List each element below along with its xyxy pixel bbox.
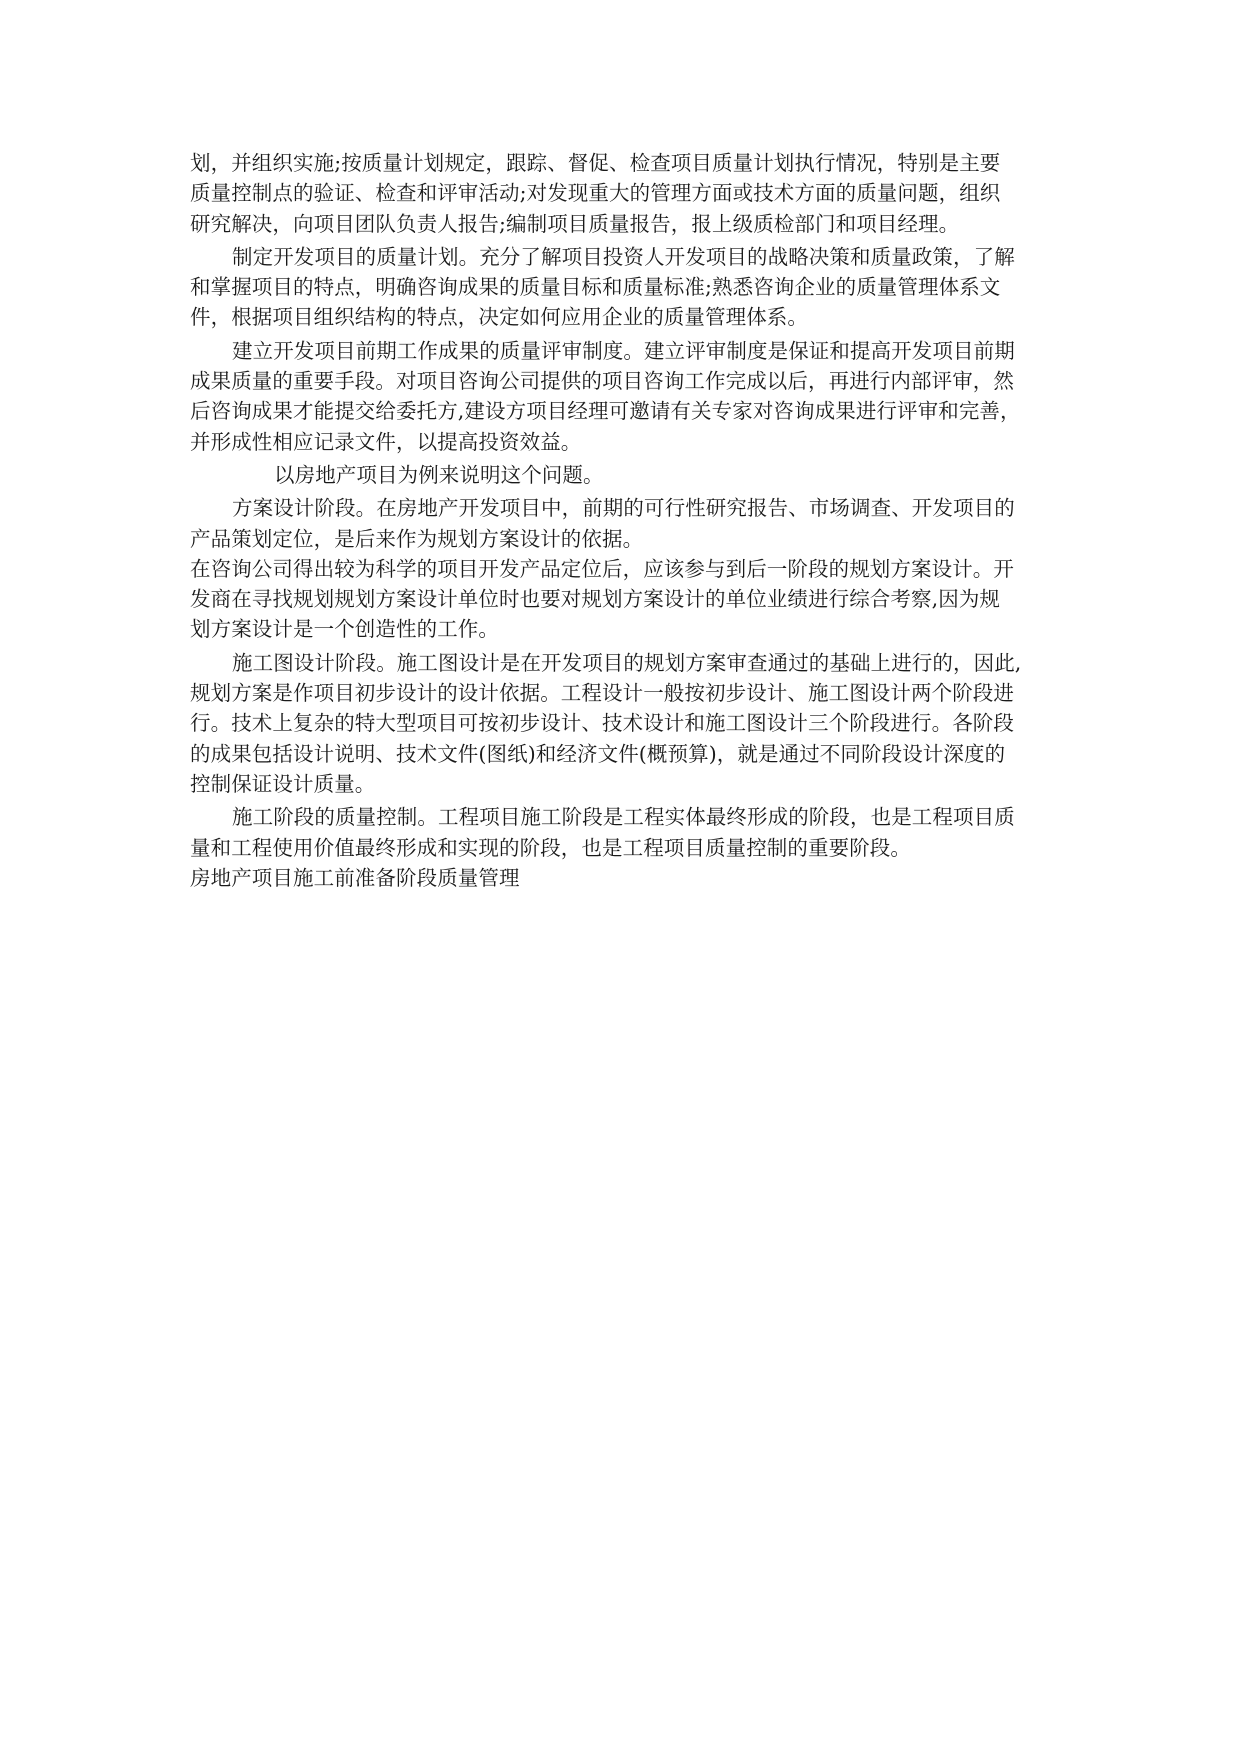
text-line: 划，并组织实施;按质量计划规定，跟踪、督促、检查项目质量计划执行情况，特别是主要 xyxy=(190,151,1001,175)
text-line: 的成果包括设计说明、技术文件(图纸)和经济文件(概预算)，就是通过不同阶段设计深度的 xyxy=(190,741,1006,766)
paragraph-construction-drawing xyxy=(190,648,1082,799)
text-line: 后咨询成果才能提交给委托方,建设方项目经理可邀请有关专家对咨询成果进行评审和完善， xyxy=(190,399,1021,424)
text-line: 方案设计阶段。在房地产开发项目中，前期的可行性研究报告、市场调查、开发项目的 xyxy=(232,496,1015,521)
paragraph-construction-quality xyxy=(190,802,1082,863)
text-line: 研究解决，向项目团队负责人报告;编制项目质量报告，报上级质检部门和项目经理。 xyxy=(190,211,960,236)
text-line: 成果质量的重要手段。对项目咨询公司提供的项目咨询工作完成以后，再进行内部评审，然 xyxy=(190,369,1014,394)
document-body xyxy=(190,148,1082,893)
text-line: 和掌握项目的特点，明确咨询成果的质量目标和质量标准;熟悉咨询企业的质量管理体系文 xyxy=(190,275,1001,300)
paragraph-example-intro xyxy=(190,460,1082,490)
text-line: 件，根据项目组织结构的特点，决定如何应用企业的质量管理体系。 xyxy=(190,305,808,330)
text-line: 以房地产项目为例来说明这个问题。 xyxy=(274,462,604,487)
paragraph-scheme-design xyxy=(190,493,1082,554)
section-heading-preparation xyxy=(190,863,1082,893)
text-line: 房地产项目施工前准备阶段质量管理 xyxy=(190,865,520,890)
paragraph-quality-responsibilities xyxy=(190,148,1082,239)
text-line: 施工图设计阶段。施工图设计是在开发项目的规划方案审查通过的基础上进行的，因此, xyxy=(232,650,1022,675)
paragraph-consulting-positioning xyxy=(190,554,1082,645)
text-line: 规划方案是作项目初步设计的设计依据。工程设计一般按初步设计、施工图设计两个阶段进 xyxy=(190,681,1014,706)
text-line: 划方案设计是一个创造性的工作。 xyxy=(190,617,499,642)
text-line: 并形成性相应记录文件，以提高投资效益。 xyxy=(190,429,582,454)
text-line: 产品策划定位，是后来作为规划方案设计的依据。 xyxy=(190,526,644,551)
text-line: 建立开发项目前期工作成果的质量评审制度。建立评审制度是保证和提高开发项目前期 xyxy=(232,338,1015,363)
text-line: 控制保证设计质量。 xyxy=(190,771,376,796)
text-line: 行。技术上复杂的特大型项目可按初步设计、技术设计和施工图设计三个阶段进行。各阶段 xyxy=(190,711,1014,736)
text-line: 发商在寻找规划规划方案设计单位时也要对规划方案设计的单位业绩进行综合考察,因为规 xyxy=(190,587,1001,612)
text-line: 质量控制点的验证、检查和评审活动;对发现重大的管理方面或技术方面的质量问题，组织 xyxy=(190,181,1001,206)
text-line: 量和工程使用价值最终形成和实现的阶段，也是工程项目质量控制的重要阶段。 xyxy=(190,835,911,860)
text-line: 制定开发项目的质量计划。充分了解项目投资人开发项目的战略决策和质量政策，了解 xyxy=(232,244,1015,269)
text-line: 在咨询公司得出较为科学的项目开发产品定位后，应该参与到后一阶段的规划方案设计。开 xyxy=(190,556,1014,581)
text-line: 施工阶段的质量控制。工程项目施工阶段是工程实体最终形成的阶段，也是工程项目质 xyxy=(232,805,1015,830)
paragraph-review-system xyxy=(190,336,1082,457)
paragraph-quality-plan xyxy=(190,242,1082,333)
